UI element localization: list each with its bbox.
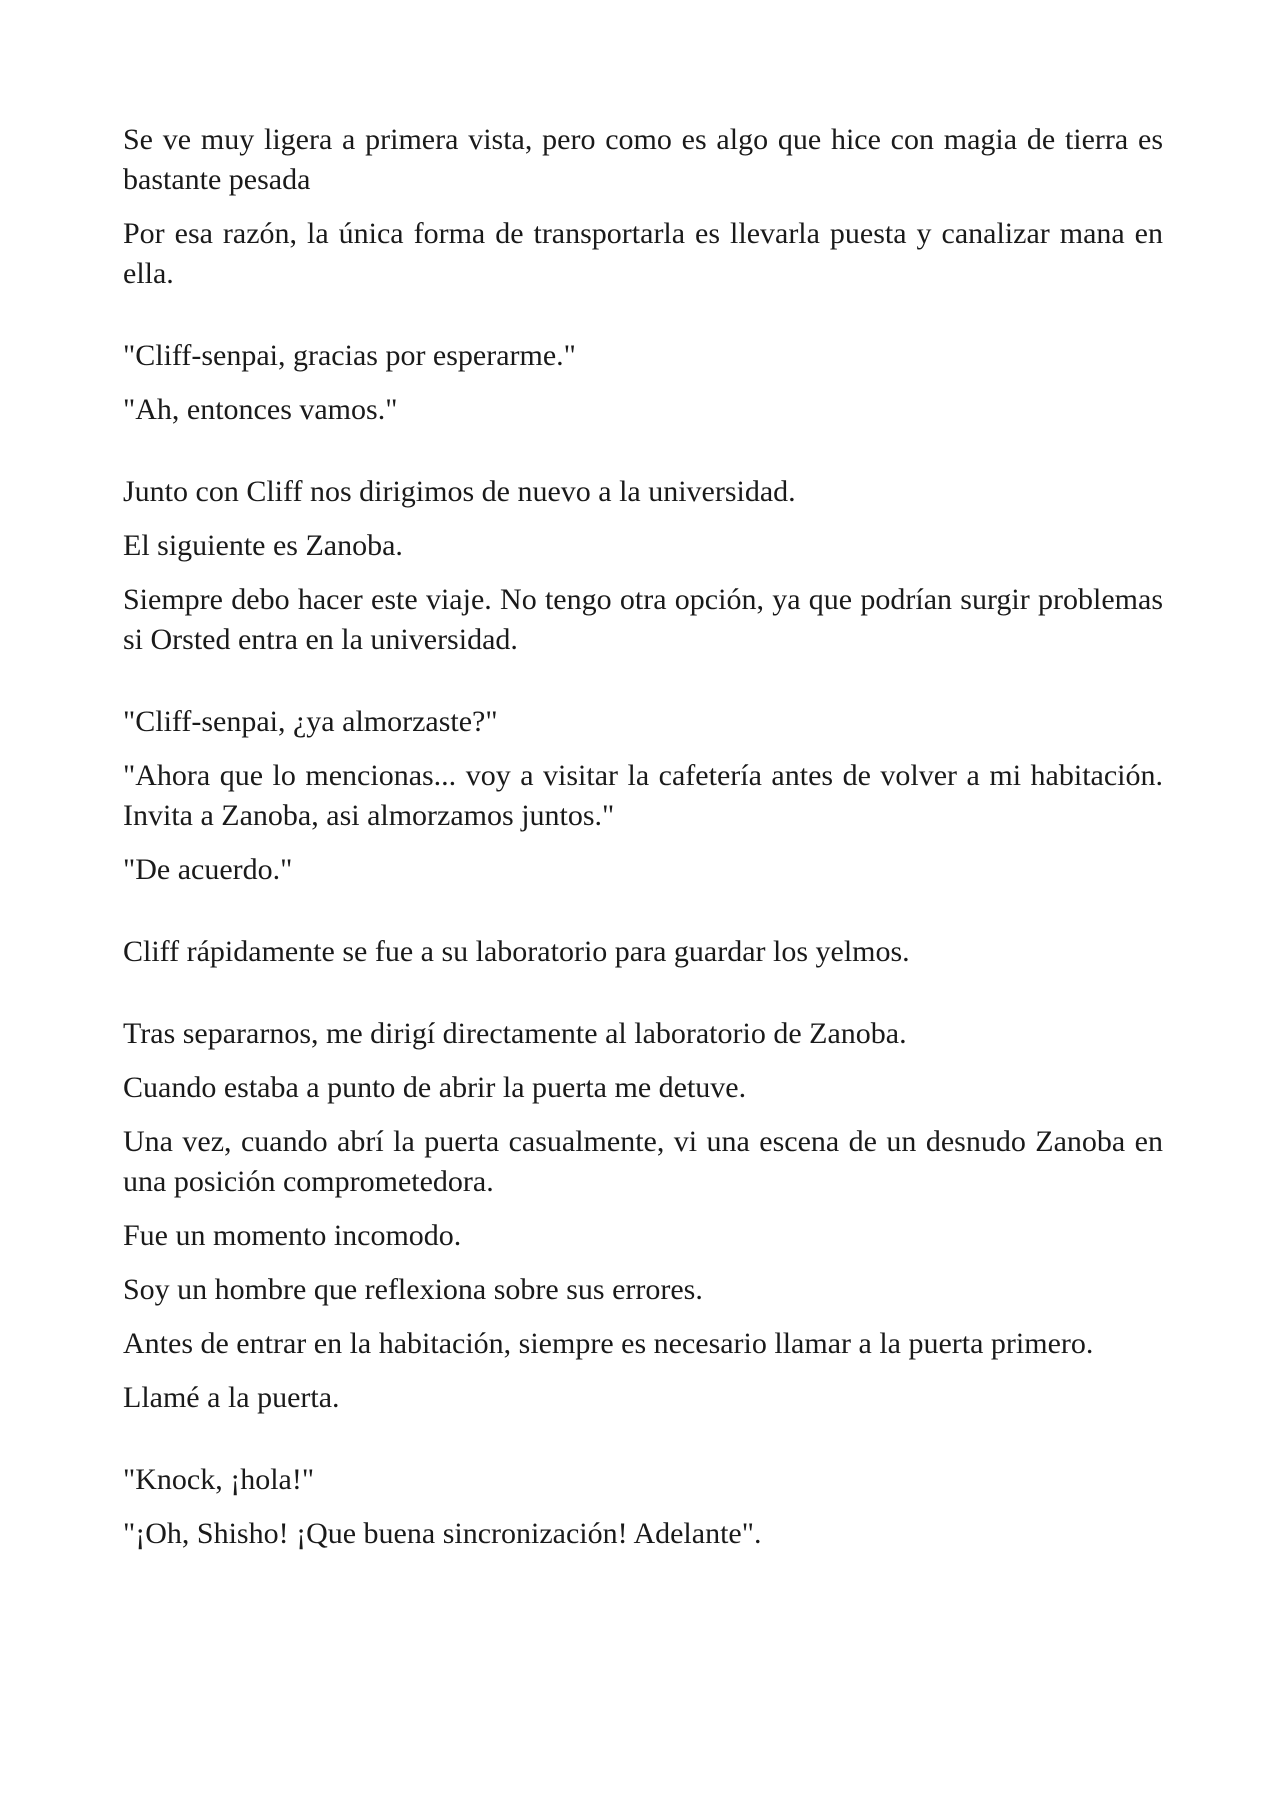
dialogue-line: "Ah, entonces vamos." — [123, 393, 398, 426]
paragraph: Tras separarnos, me dirigí directamente al laboratorio de Zanoba. — [123, 1017, 907, 1050]
paragraph: Llamé a la puerta. — [123, 1381, 340, 1414]
paragraph: Una vez, cuando abrí la puerta casualmente, vi una escena de un desnudo Zanoba en una posición comprometedora. — [123, 1125, 1163, 1198]
dialogue-line: "Knock, ¡hola!" — [123, 1463, 315, 1496]
dialogue-line: "Cliff-senpai, ¿ya almorzaste?" — [123, 705, 498, 738]
dialogue-line: "Cliff-senpai, gracias por esperarme." — [123, 339, 576, 372]
paragraph: Junto con Cliff nos dirigimos de nuevo a la universidad. — [123, 475, 796, 508]
dialogue-line: "Ahora que lo mencionas... voy a visitar la cafetería antes de volver a mi habitación. Invita a Zanoba, asi almorzamos juntos." — [123, 759, 1163, 832]
paragraph: Se ve muy ligera a primera vista, pero como es algo que hice con magia de tierra es bastante pesada — [123, 123, 1163, 196]
paragraph: Siempre debo hacer este viaje. No tengo otra opción, ya que podrían surgir problemas si Orsted entra en la universidad. — [123, 583, 1163, 656]
paragraph: Cliff rápidamente se fue a su laboratorio para guardar los yelmos. — [123, 935, 910, 968]
paragraph: Por esa razón, la única forma de transportarla es llevarla puesta y canalizar mana en ella. — [123, 217, 1163, 290]
paragraph: El siguiente es Zanoba. — [123, 529, 403, 562]
dialogue-line: "De acuerdo." — [123, 853, 293, 886]
paragraph: Antes de entrar en la habitación, siempre es necesario llamar a la puerta primero. — [123, 1327, 1094, 1360]
paragraph: Soy un hombre que reflexiona sobre sus errores. — [123, 1273, 703, 1306]
document-page — [123, 120, 1163, 1568]
paragraph: Cuando estaba a punto de abrir la puerta me detuve. — [123, 1071, 747, 1104]
dialogue-line: "¡Oh, Shisho! ¡Que buena sincronización! Adelante". — [123, 1517, 762, 1550]
paragraph: Fue un momento incomodo. — [123, 1219, 462, 1252]
